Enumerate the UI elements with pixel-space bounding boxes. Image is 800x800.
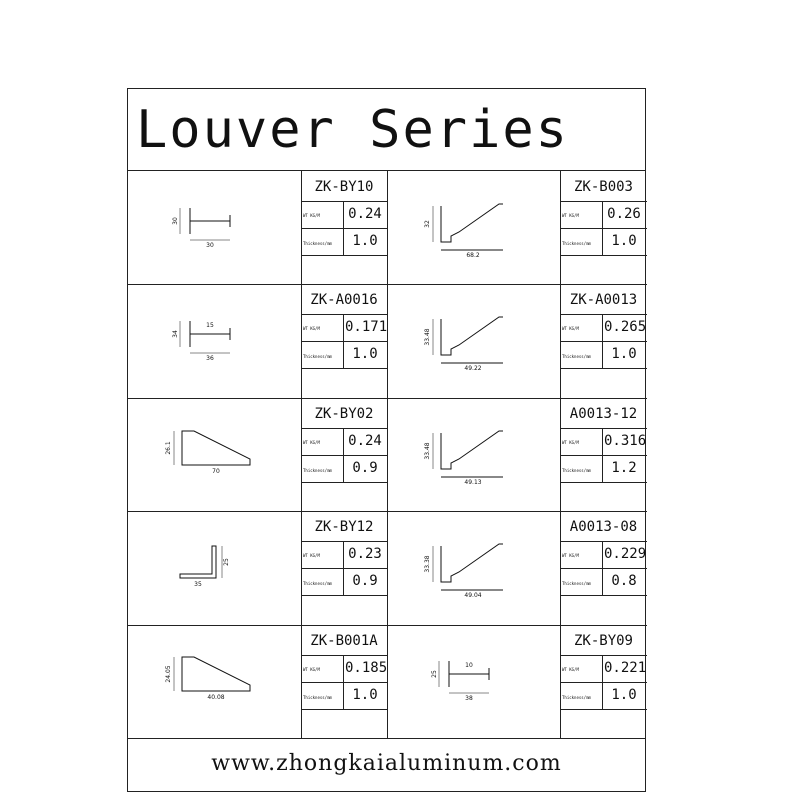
thickness-label: Thickness/mm [562, 354, 591, 360]
angled-louver-drawing [423, 425, 519, 486]
spec-divider [301, 255, 387, 256]
dimension-label: 40.08 [206, 694, 225, 702]
triangular-louver-drawing [164, 425, 260, 485]
spec-divider [301, 568, 387, 569]
dimension-label: 49.13 [463, 478, 482, 486]
thickness-value: 1.0 [352, 346, 378, 363]
spec-divider [343, 314, 344, 368]
column-divider [387, 171, 388, 738]
weight-value: 0.221 [604, 659, 647, 676]
spec-divider [602, 541, 603, 595]
dimension-label: 33.48 [423, 328, 431, 346]
thickness-label: Thickness/mm [303, 354, 332, 360]
angled-louver-drawing [423, 311, 519, 373]
weight-label: WT KG/M [303, 326, 320, 332]
spec-divider [301, 541, 387, 542]
thickness-label: Thickness/mm [303, 467, 332, 473]
weight-value: 0.23 [348, 546, 382, 563]
spec-divider [301, 655, 387, 656]
spec-divider [560, 595, 647, 596]
page-title: Louver Series [136, 100, 569, 160]
dimension-label: 36 [205, 355, 214, 363]
angled-louver-drawing [423, 198, 519, 259]
dimension-label: 33.38 [423, 555, 431, 573]
thickness-value: 1.2 [611, 459, 637, 476]
dimension-label: 25 [222, 558, 230, 566]
spec-divider [602, 314, 603, 368]
spec-divider [301, 368, 387, 369]
weight-label: WT KG/M [303, 439, 320, 445]
thickness-value: 0.9 [352, 459, 378, 476]
thickness-value: 0.9 [352, 573, 378, 590]
weight-value: 0.185 [345, 659, 388, 676]
product-code: ZK-BY12 [314, 519, 374, 536]
spec-divider [343, 201, 344, 255]
dimension-label: 15 [205, 322, 214, 330]
spec-divider [602, 655, 603, 709]
spec-divider [560, 455, 647, 456]
row-divider [128, 625, 647, 626]
dimension-label: 30 [205, 241, 214, 249]
spec-divider [560, 228, 647, 229]
spec-divider [560, 341, 647, 342]
spec-divider [560, 709, 647, 710]
weight-label: WT KG/M [303, 213, 320, 218]
dimension-label: 49.04 [463, 591, 482, 599]
spec-divider [560, 482, 647, 483]
thickness-value: 1.0 [611, 233, 637, 249]
row-divider [128, 284, 647, 285]
spec-divider [301, 455, 387, 456]
weight-value: 0.24 [348, 432, 382, 449]
spec-divider [602, 201, 603, 255]
product-code: ZK-B001A [310, 632, 378, 649]
spec-divider [560, 255, 647, 256]
dimension-label: 24.05 [164, 665, 172, 683]
spec-divider [301, 482, 387, 483]
product-code: ZK-A0016 [310, 292, 378, 309]
weight-value: 0.24 [348, 206, 382, 222]
weight-label: WT KG/M [303, 666, 320, 672]
spec-divider [560, 428, 647, 429]
spec-divider [560, 368, 647, 369]
t-profile-drawing [170, 311, 260, 371]
spec-divider [560, 682, 647, 683]
spec-divider [301, 709, 387, 710]
spec-divider [343, 428, 344, 482]
row-divider [128, 398, 647, 399]
weight-value: 0.26 [607, 206, 641, 222]
thickness-label: Thickness/mm [562, 581, 591, 587]
spec-divider [301, 682, 387, 683]
dimension-label: 70 [211, 467, 220, 475]
dimension-label: 30 [171, 216, 179, 225]
dimension-label: 35 [193, 580, 202, 588]
thickness-label: Thickness/mm [303, 241, 332, 246]
thickness-value: 1.0 [611, 346, 637, 363]
dimension-label: 26.1 [164, 440, 172, 455]
weight-label: WT KG/M [562, 553, 579, 559]
dimension-label: 33.48 [423, 441, 431, 460]
t-profile-drawing [429, 651, 519, 711]
thickness-label: Thickness/mm [303, 581, 332, 587]
spec-divider [560, 655, 647, 656]
spec-divider [301, 314, 387, 315]
spec-divider [301, 341, 387, 342]
dimension-label: 25 [430, 670, 438, 679]
product-grid [128, 171, 647, 738]
spec-divider [560, 541, 647, 542]
thickness-label: Thickness/mm [562, 694, 591, 700]
product-code: ZK-BY10 [314, 179, 374, 195]
spec-divider [301, 201, 387, 202]
title-band [128, 89, 645, 171]
weight-label: WT KG/M [562, 666, 579, 672]
dimension-label: 32 [423, 219, 431, 228]
spec-divider [560, 201, 647, 202]
weight-label: WT KG/M [562, 439, 579, 445]
thickness-value: 1.0 [352, 686, 378, 703]
thickness-label: Thickness/mm [562, 467, 591, 473]
spec-divider [343, 541, 344, 595]
footer [128, 738, 645, 793]
t-profile-drawing [170, 198, 260, 258]
product-code: ZK-A0013 [569, 292, 638, 309]
weight-label: WT KG/M [562, 213, 579, 218]
thickness-value: 1.0 [611, 686, 637, 703]
angled-louver-drawing [423, 538, 519, 599]
thickness-label: Thickness/mm [303, 694, 332, 700]
product-code: ZK-B003 [573, 179, 633, 195]
dimension-label: 38 [464, 695, 473, 703]
spec-divider [602, 428, 603, 482]
product-code: A0013-12 [569, 405, 638, 422]
catalog-sheet [127, 88, 646, 792]
thickness-value: 1.0 [352, 233, 378, 249]
weight-value: 0.171 [345, 319, 388, 336]
spec-divider [301, 228, 387, 229]
weight-value: 0.265 [604, 319, 647, 336]
product-code: A0013-08 [569, 519, 638, 536]
thickness-value: 0.8 [611, 573, 637, 590]
triangular-louver-drawing [164, 651, 260, 711]
product-code: ZK-BY02 [314, 405, 374, 422]
website-link[interactable]: www.zhongkaialuminum.com [211, 751, 562, 776]
spec-divider [301, 595, 387, 596]
weight-label: WT KG/M [303, 553, 320, 559]
weight-value: 0.229 [604, 546, 647, 563]
spec-divider [301, 428, 387, 429]
dimension-label: 49.22 [463, 365, 482, 373]
dimension-label: 34 [171, 330, 179, 338]
weight-label: WT KG/M [562, 326, 579, 332]
spec-divider [343, 655, 344, 709]
dimension-label: 10 [464, 662, 473, 670]
spec-divider [560, 314, 647, 315]
row-divider [128, 511, 647, 512]
l-profile-drawing [170, 538, 260, 598]
weight-value: 0.316 [604, 432, 647, 449]
product-code: ZK-BY09 [573, 632, 633, 649]
spec-divider [560, 568, 647, 569]
thickness-label: Thickness/mm [562, 241, 591, 246]
dimension-label: 68.2 [465, 251, 480, 259]
